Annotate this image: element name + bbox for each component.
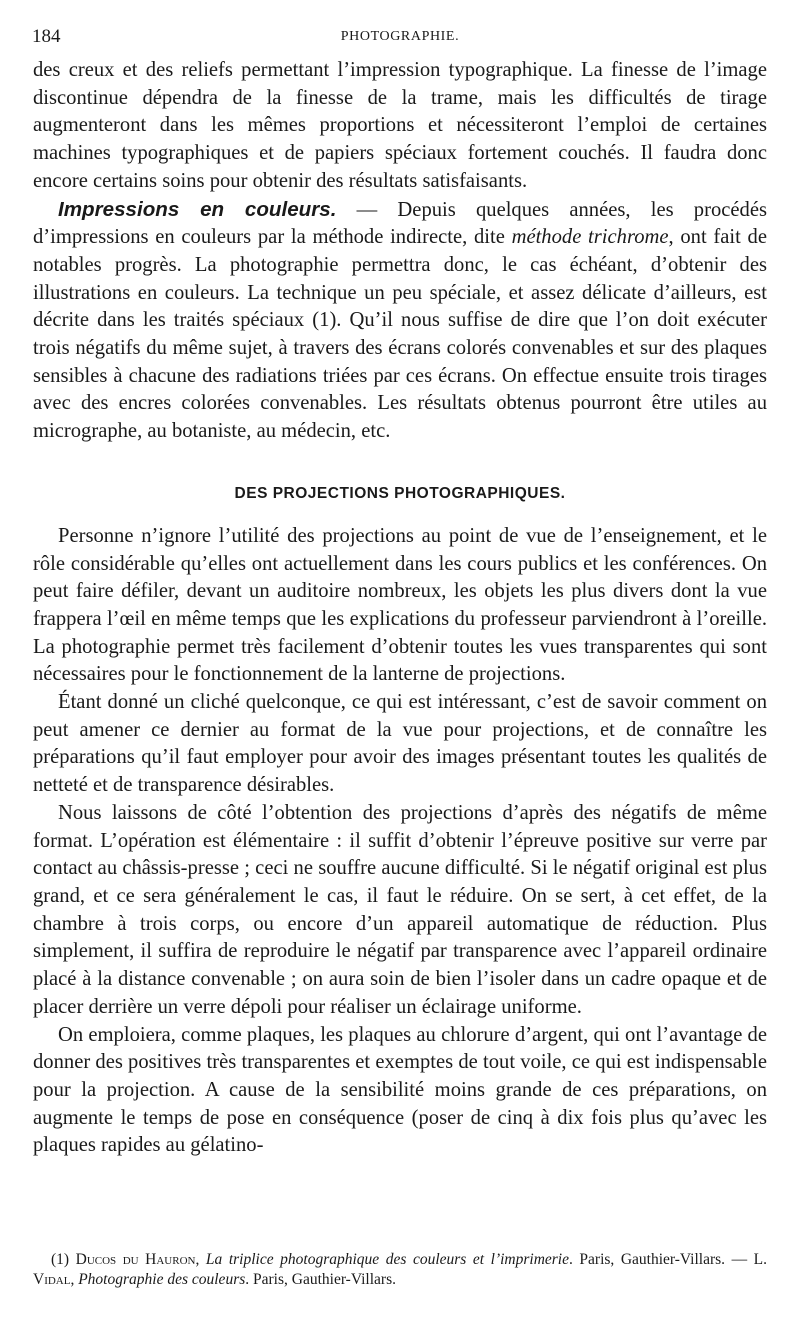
footnote-title: La triplice photographique des couleurs et l’imprimerie	[205, 1251, 569, 1268]
section-title: DES PROJECTIONS PHOTOGRAPHIQUES.	[234, 484, 566, 502]
page-header	[32, 26, 768, 50]
footnote	[33, 1250, 767, 1290]
running-title: PHOTOGRAPHIE.	[340, 29, 460, 44]
footnote-separator: ,	[70, 1271, 79, 1288]
italic-term: méthode trichrome	[511, 226, 669, 249]
paragraph-cliche-format: Étant donné un cliché quelconque, ce qui est intéressant, c’est de savoir comment on peut amener ce dernier au format de la vue pour projections, et de connaître les préparations qu’il faut employer pour avoir des images présentant toutes les qualités de netteté et de transparence désirables.	[33, 691, 767, 797]
footnote-title: Photographie des couleurs	[78, 1271, 246, 1288]
footnote-separator: ,	[195, 1251, 206, 1268]
footnote-publisher: . Paris, Gauthier-Villars.	[245, 1271, 396, 1288]
paragraph-projections-intro: Personne n’ignore l’utilité des projections au point de vue de l’enseignement, et le rôle considérable qu’elles ont actuellement dans les cours publics et les conférences. On peut faire défiler, devant un auditoire nombreux, les objets les plus divers dont la vue frappera l’œil en même temps que les explications du professeur parviendront à l’oreille. La photographie permet très facilement d’obtenir toutes les vues transparentes qui sont nécessaires pour le fonctionnement de la lanterne de projections.	[33, 524, 767, 686]
paragraph-continuation: des creux et des reliefs permettant l’impression typographique. La finesse de l’image discontinue dépendra de la finesse de la trame, mais les difficultés de tirage augmenteront dans les mêmes proportions et nécessiteront l’emploi de certaines machines typographiques et de papiers spéciaux fortement couchés. Il faudra donc encore certains soins pour obtenir des résultats satisfaisants.	[33, 59, 767, 192]
paragraph-plates: On emploiera, comme plaques, les plaques au chlorure d’argent, qui ont l’avantage de donner des positives très transparentes et exemptes de tout voile, ce qui est indispensable pour la projection. A cause de la sensibilité moins grande de ces préparations, on augmente le temps de pose en conséquence (poser de cinq à dix fois plus qu’avec les plaques rapides au gélatino-	[33, 1023, 767, 1157]
footnote-author: Ducos du Hauron	[75, 1251, 196, 1268]
paragraph-text: — Depuis quelques années, les procédés d’impressions en couleurs par la méthode indirecte, dite	[33, 198, 767, 249]
run-in-heading: Impressions en couleurs.	[58, 197, 337, 221]
paragraph-color-printing	[33, 196, 767, 446]
page-number: 184	[32, 26, 61, 47]
footnote-publisher: . Paris, Gauthier-Villars. —	[568, 1251, 754, 1268]
paragraph-text: , ont fait de notables progrès. La photographie permettra donc, le cas échéant, d’obtenir des illustrations en couleurs. La technique un peu spéciale, et assez délicate d’ailleurs, est décrite dans les traités spéciaux (1). Qu’il nous suffise de dire que l’on doit exécuter trois négatifs du même sujet, à travers des écrans colorés convenables et sur des plaques sensibles à chacune des radiations triées par ces écrans. On effectue ensuite trois tirages avec des encres colorées convenables. Les résultats obtenus pourront être utiles au micrographe, au botaniste, au médecin, etc.	[33, 226, 767, 443]
footnote-text	[33, 1250, 767, 1290]
footnote-marker: (1)	[51, 1251, 76, 1268]
paragraph-reduction: Nous laissons de côté l’obtention des projections d’après des négatifs de même format. L’opération est élémentaire : il suffit d’obtenir l’épreuve positive sur verre par contact au châssis-presse ; ceci ne souffre aucune difficulté. Si le négatif original est plus grand, et ce sera généralement le cas, il faut le réduire. On se sert, à cet effet, de la chambre à trois corps, ou encore d’un appareil automatique de réduction. Plus simplement, il suffira de reproduire le négatif par transparence avec l’appareil ordinaire placé à la distance convenable ; on aura soin de bien l’isoler dans un cadre opaque et de placer derrière un verre dépoli pour réaliser un éclairage uniforme.	[33, 801, 767, 1018]
footnote-author: L. Vidal	[33, 1251, 768, 1288]
main-text	[33, 57, 767, 1160]
